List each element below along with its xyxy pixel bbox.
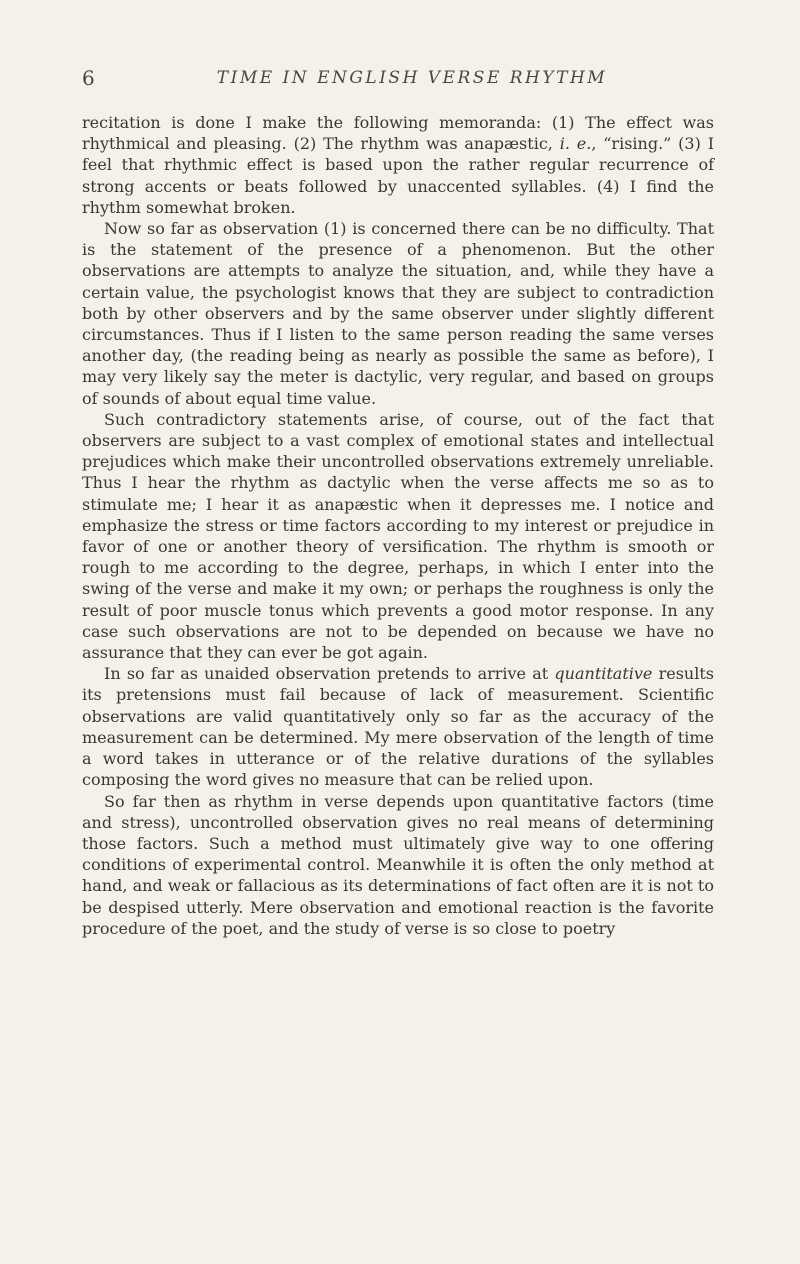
text-run: results its pretensions must fail because of lack of measurement. Scientific observations are valid quantitatively only so far as the accuracy of the measurement can be determined. My mere observation of the length of time a word takes in utterance or of the relative durations of the syllables composing the word gives no measure that can be relied upon. (82, 664, 714, 790)
italic-text: quantitative (554, 664, 653, 684)
running-title: TIME IN ENGLISH VERSE RHYTHM (216, 68, 608, 88)
body-text (82, 112, 714, 939)
italic-text: i. e. (559, 134, 592, 154)
paragraph (82, 791, 714, 939)
page-number: 6 (82, 66, 95, 90)
paragraph (82, 112, 714, 218)
paragraph (82, 218, 714, 409)
page-header (82, 66, 714, 96)
text-run: In so far as unaided observation pretends to arrive at (104, 664, 555, 684)
text-run: Now so far as observation (1) is concerned there can be no difficulty. That is the statement of the presence of a phenomenon. But the other observations are attempts to analyze the situation, and, while they have a certain value, the psychologist knows that they are subject to contradiction both by other observers and by the same observer under slightly different circumstances. Thus if I listen to the same person reading the same verses another day, (the reading being as nearly as possible the same as before), I may very likely say the meter is dactylic, very regular, and based on groups of sounds of about equal time value. (82, 219, 714, 408)
text-run: recitation is done I make the following memoranda: (1) The effect was rhythmical and pleasing. (2) The rhythm was anapæstic, (82, 113, 714, 154)
paragraph (82, 663, 714, 790)
paragraph (82, 409, 714, 663)
text-run: , “rising.” (3) I feel that rhythmic effect is based upon the rather regular recurrence of strong accents or beats followed by unaccented syllables. (4) I find the rhythm somewhat broken. (82, 134, 715, 217)
text-run: So far then as rhythm in verse depends upon quantitative factors (time and stress), uncontrolled observation gives no real means of determining those factors. Such a method must ultimately give way to one offering conditions of experimental control. Meanwhile it is often the only method at hand, and weak or fallacious as its determinations of fact often are it is not to be despised utterly. Mere observation and emotional reaction is the favorite procedure of the poet, and the study of verse is so close to poetry (82, 791, 714, 938)
text-run: Such contradictory statements arise, of course, out of the fact that observers are subject to a vast complex of emotional states and intellectual prejudices which make their uncontrolled observations extremely unreliable. Thus I hear the rhythm as dactylic when the verse affects me so as to stimulate me; I hear it as anapæstic when it depresses me. I notice and emphasize the stress or time factors according to my interest or prejudice in favor of one or another theory of versification. The rhythm is smooth or rough to me according to the degree, perhaps, in which I enter into the swing of the verse and make it my own; or perhaps the roughness is only the result of poor muscle tonus which prevents a good motor response. In any case such observations are not to be depended on because we have no assurance that they can ever be got again. (82, 409, 714, 663)
